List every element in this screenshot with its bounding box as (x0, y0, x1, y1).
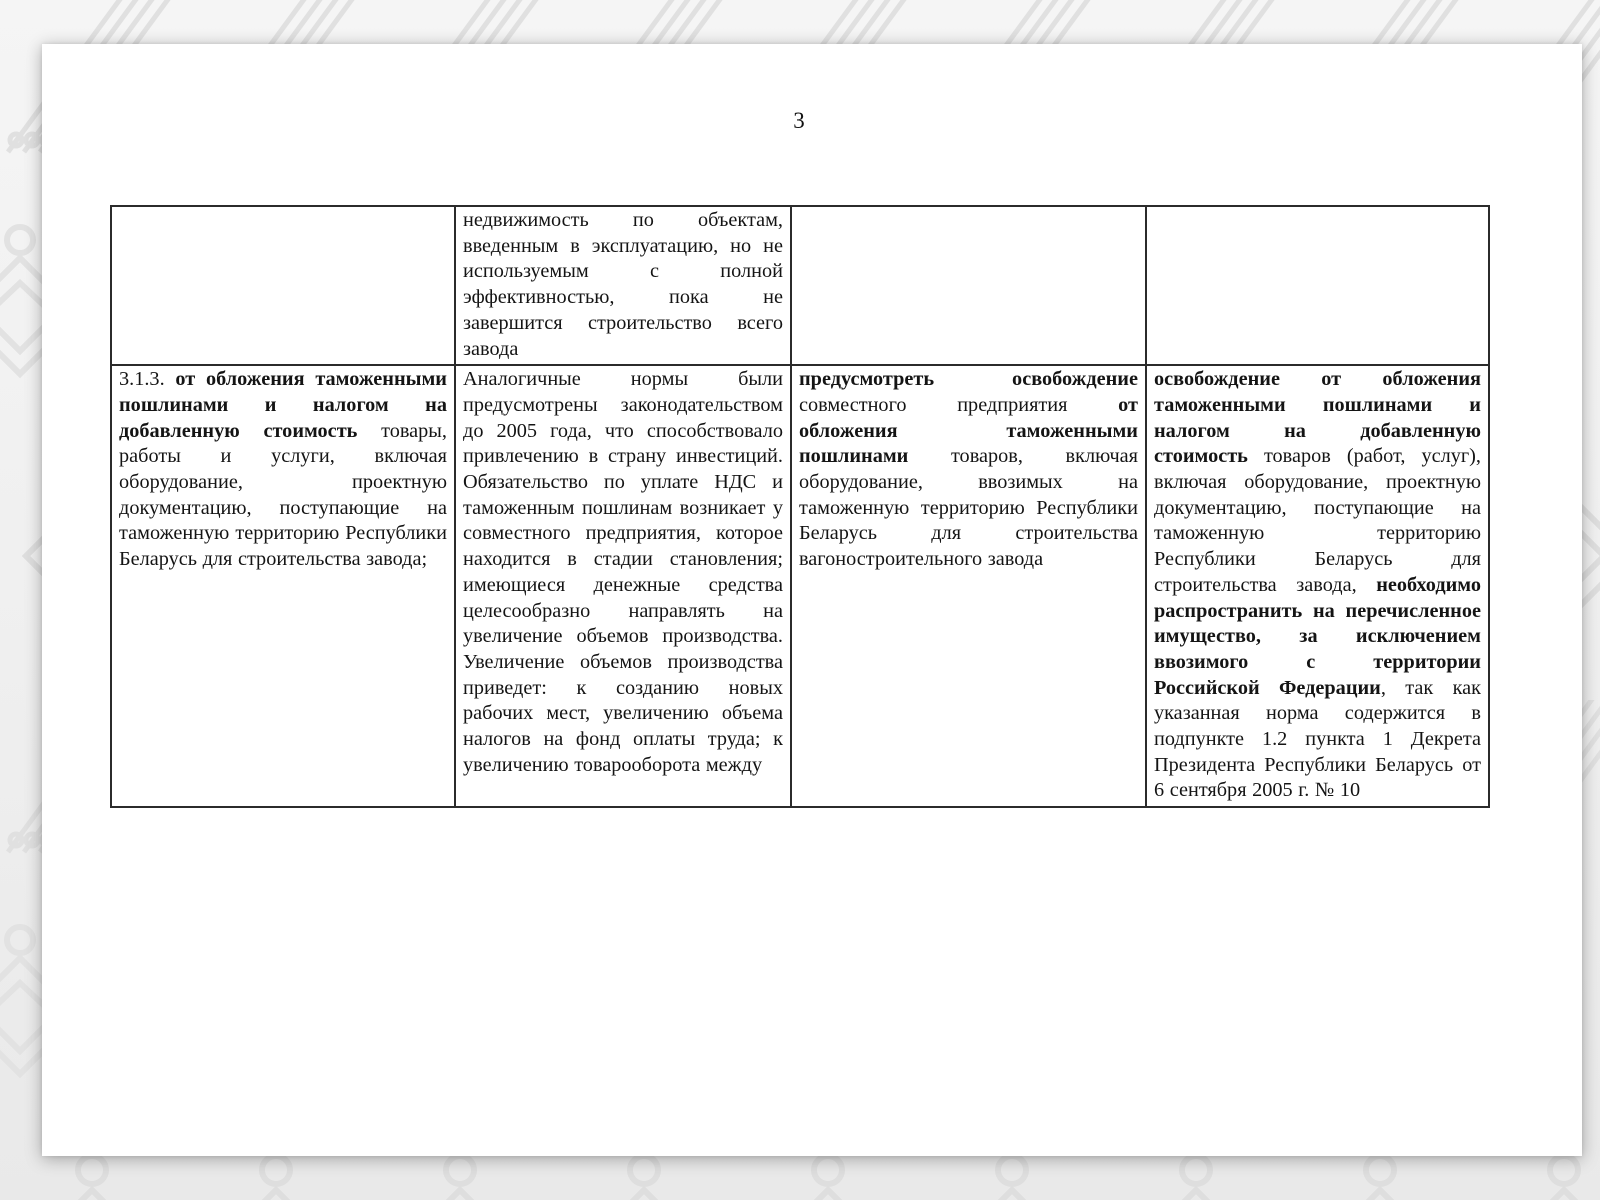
page-number: 3 (793, 108, 805, 133)
document-page (42, 44, 1582, 1156)
table-row-3-1-3 (111, 365, 1489, 807)
cell-r1c2: недвижимость по объектам, введенным в эксплуатацию, но не используемым с полной эффективностью, пока не завершится строительство всего завода (455, 206, 791, 365)
document-table (110, 205, 1490, 808)
cell-r1c4 (1146, 206, 1489, 365)
cell-r1c3 (791, 206, 1146, 365)
cell-r2c2: Аналогичные нормы были предусмотрены законодательством до 2005 года, что способствовало привлечению в страну инвестиций. Обязательство по уплате НДС и таможенным пошлинам возникает у совместного предприятия, которое находится в стадии становления; имеющиеся денежные средства целесообразно направлять на увеличение объемов производства. Увеличение объемов производства приведет: к созданию новых рабочих мест, увеличению объема налогов на фонд оплаты труда; к увеличению товарооборота между (455, 365, 791, 807)
cell-r2c4: освобождение от обложения таможенными пошлинами и налогом на добавленную стоимость товаров (работ, услуг), включая оборудование, проектную документацию, поступающие на таможенную территорию Республики Беларусь для строительства завода, необходимо распространить на перечисленное имущество, за исключением ввозимого с территории Российской Федерации, так как указанная норма содержится в подпункте 1.2 пункта 1 Декрета Президента Республики Беларусь от 6 сентября 2005 г. № 10 (1146, 365, 1489, 807)
cell-r1c1 (111, 206, 455, 365)
cell-r2c3: предусмотреть освобождение совместного предприятия от обложения таможенными пошлинами товаров, включая оборудование, ввозимых на таможенную территорию Республики Беларусь для строительства вагоностроительного завода (791, 365, 1146, 807)
cell-r2c1: 3.1.3. от обложения таможенными пошлинами и налогом на добавленную стоимость товары, работы и услуги, включая оборудование, проектную документацию, поступающие на таможенную территорию Республики Беларусь для строительства завода; (111, 365, 455, 807)
table-row-continuation (111, 206, 1489, 365)
